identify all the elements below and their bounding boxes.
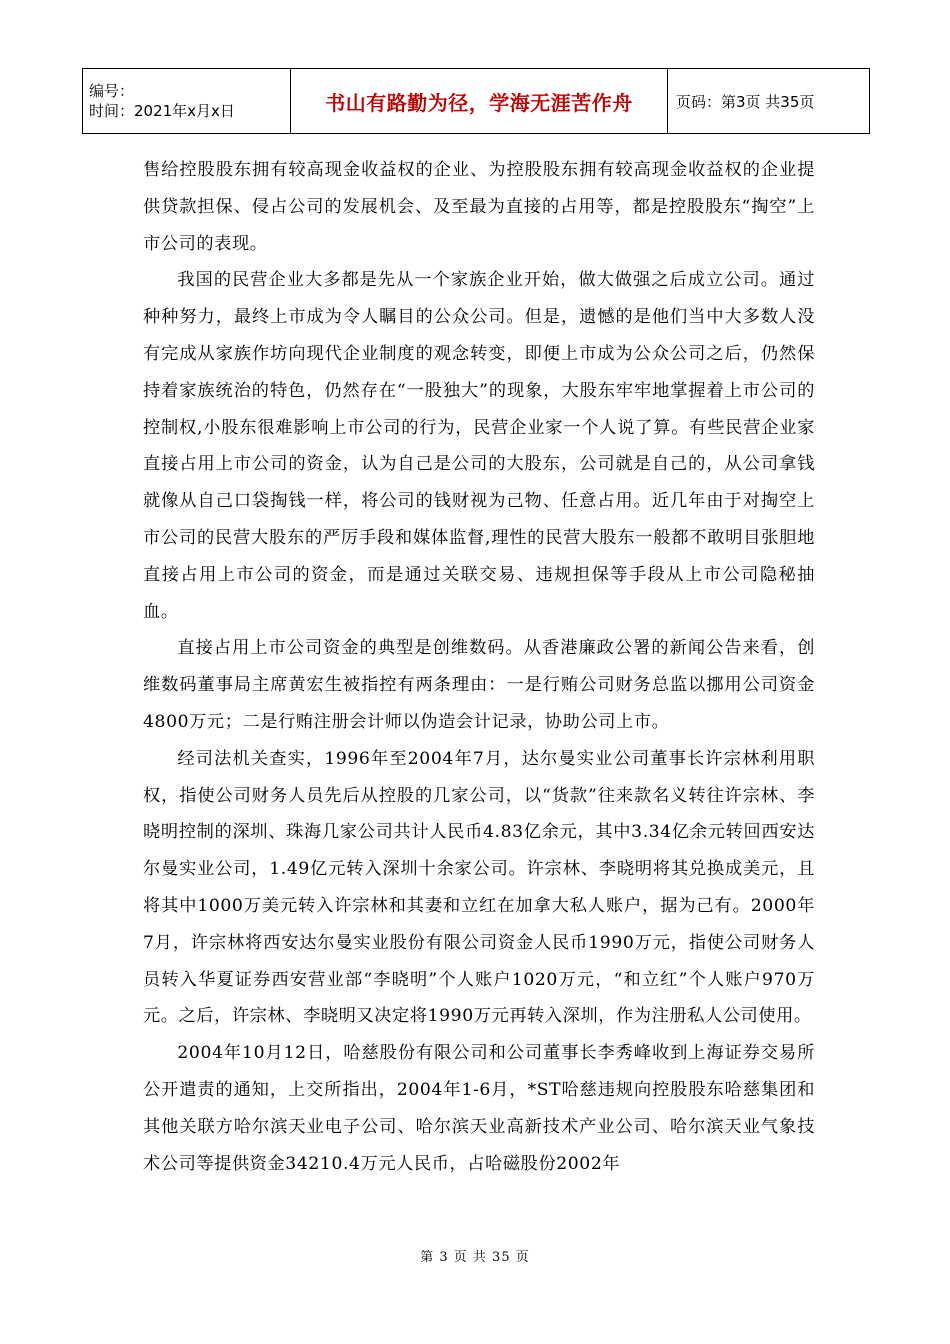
header-meta: [83, 69, 291, 134]
page-footer: 第 3 页 共 35 页: [420, 1250, 530, 1265]
number-label: 编号：: [89, 82, 135, 100]
header-page-label: 页码：第3页 共35页: [668, 69, 870, 134]
paragraph: 2004年10月12日，哈慈股份有限公司和公司董事长李秀峰收到上海证券交易所公开遣责的通知，上交所指出，2004年1-6月，*ST哈慈违规向控股股东哈慈集团和其他关联方哈尔滨天业电子公司、哈尔滨天业高新技术产业公司、哈尔滨天业气象技术公司等提供资金34210.4万元人民币，占哈磁股份2002年: [143, 1043, 815, 1174]
paragraph: 我国的民营企业大多都是先从一个家族企业开始，做大做强之后成立公司。通过种种努力，最终上市成为令人瞩目的公众公司。但是，遗憾的是他们当中大多数人没有完成从家族作坊向现代企业制度的观念转变，即便上市成为公众公司之后，仍然保持着家族统治的特色，仍然存在“一股独大”的现象，大股东牢牢地掌握着上市公司的控制权,小股东很难影响上市公司的行为，民营企业家一个人说了算。有些民营企业家直接占用上市公司的资金，认为自己是公司的大股东，公司就是自己的，从公司拿钱就像从自己口袋掏钱一样，将公司的钱财视为己物、任意占用。近几年由于对掏空上市公司的民营大股东的严厉手段和媒体监督,理性的民营大股东一般都不敢明目张胆地直接占用上市公司的资金，而是通过关联交易、违规担保等手段从上市公司隐秘抽血。: [143, 270, 815, 622]
paragraph: 直接占用上市公司资金的典型是创维数码。从香港廉政公署的新闻公告来看，创维数码董事局主席黄宏生被指控有两条理由：一是行贿公司财务总监以挪用公司资金4800万元；二是行贿注册会计师以伪造会计记录，协助公司上市。: [143, 638, 815, 732]
paragraph: 经司法机关查实，1996年至2004年7月，达尔曼实业公司董事长许宗林利用职权，指使公司财务人员先后从控股的几家公司，以“货款”往来款名义转往许宗林、李晓明控制的深圳、珠海几家公司共计人民币4.83亿余元，其中3.34亿余元转回西安达尔曼实业公司，1.49亿元转入深圳十余家公司。许宗林、李晓明将其兑换成美元，且将其中1000万美元转入许宗林和其妻和立红在加拿大私人账户，据为己有。2000年7月，许宗林将西安达尔曼实业股份有限公司资金人民币1990万元，指使公司财务人员转入华夏证券西安营业部“李晓明”个人账户1020万元，“和立红”个人账户970万元。之后，许宗林、李晓明又决定将1990万元再转入深圳，作为注册私人公司使用。: [143, 748, 815, 1027]
paragraph: 售给控股股东拥有较高现金收益权的企业、为控股股东拥有较高现金收益权的企业提供贷款担保、侵占公司的发展机会、及至最为直接的占用等，都是控股股东“掏空”上市公司的表现。: [143, 160, 815, 254]
document-body: [143, 152, 815, 1182]
header-motto: 书山有路勤为径，学海无涯苦作舟: [291, 69, 668, 134]
date-label: 时间：2021年x月x日: [89, 102, 235, 120]
document-header: [82, 68, 870, 134]
